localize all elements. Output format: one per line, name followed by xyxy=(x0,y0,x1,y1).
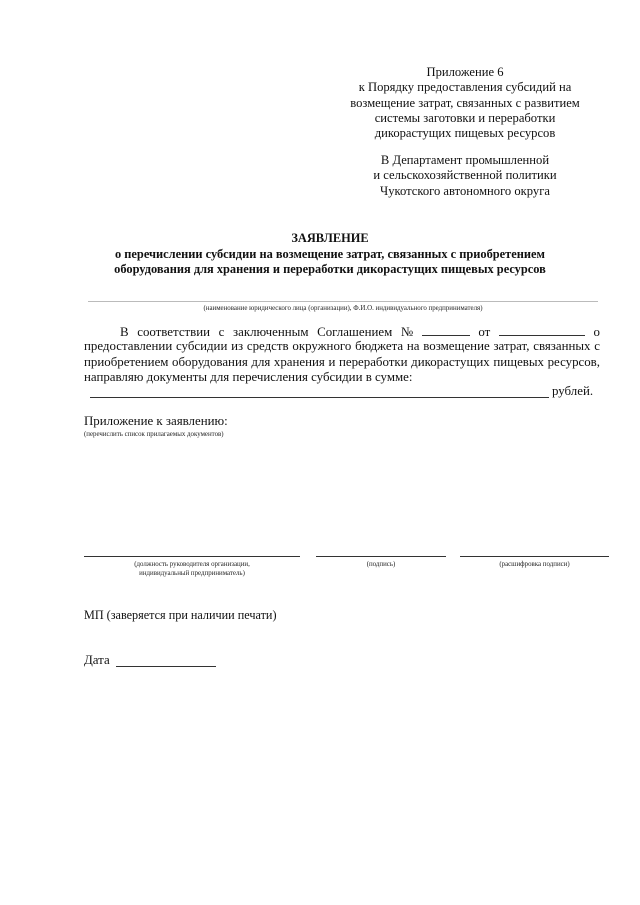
signature-decoding-line[interactable] xyxy=(460,556,609,557)
agreement-date-field[interactable] xyxy=(499,324,585,336)
stamp-note: МП (заверяется при наличии печати) xyxy=(84,608,277,622)
title-line: о перечислении субсидии на возмещение затрат, связанных с приобретением xyxy=(115,246,545,261)
signature-line[interactable] xyxy=(316,556,446,557)
addressee-block xyxy=(330,153,600,199)
position-caption xyxy=(84,560,300,578)
body-word: Соглашением xyxy=(317,325,393,339)
currency-label: рублей. xyxy=(552,384,594,398)
appendix-line: Приложение 6 xyxy=(426,65,504,79)
position-caption-line: (должность руководителя организации, xyxy=(134,561,250,568)
body-word: о xyxy=(593,325,600,339)
appendix-line: к Порядку предоставления субсидий на xyxy=(358,80,572,95)
date-field[interactable] xyxy=(116,666,216,667)
body-first-line xyxy=(84,324,600,340)
title-line: оборудования для хранения и переработки дикорастущих пищевых ресурсов xyxy=(114,262,546,277)
position-caption-line: индивидуальный предприниматель) xyxy=(139,570,245,577)
body-word: В xyxy=(120,325,129,339)
appendix-line: возмещение затрат, связанных с развитием xyxy=(350,95,580,110)
body-word: соответствии xyxy=(137,325,211,339)
amount-field[interactable] xyxy=(90,397,549,398)
appendix-reference xyxy=(330,65,600,141)
addressee-line: Чукотского автономного округа xyxy=(380,183,550,198)
applicant-caption: (наименование юридического лица (организации), Ф.И.О. индивидуального предпринимателя) xyxy=(203,305,483,312)
attachments-label: Приложение к заявлению: xyxy=(84,414,228,428)
agreement-number-sign: № xyxy=(400,325,414,339)
body-word: заключенным xyxy=(233,325,309,339)
addressee-line: В Департамент промышленной xyxy=(380,153,550,167)
attachments-caption: (перечислить список прилагаемых документов) xyxy=(84,431,224,438)
addressee-line: и сельскохозяйственной политики xyxy=(373,168,557,183)
date-label: Дата xyxy=(84,653,110,667)
appendix-line: системы заготовки и переработки xyxy=(374,110,556,125)
position-signature-line[interactable] xyxy=(84,556,300,557)
document-title xyxy=(60,231,600,278)
agreement-number-field[interactable] xyxy=(422,324,470,336)
body-word: с xyxy=(218,325,225,339)
title-heading: ЗАЯВЛЕНИЕ xyxy=(291,231,369,245)
body-paragraph: предоставлении субсидии из средств окружного бюджета на возмещение затрат, связанных с приобретением оборудования для хранения и переработки дикорастущих пищевых ресурсов, направляю документы для перечисления субсидии в сумме: xyxy=(84,339,600,384)
appendix-line: дикорастущих пищевых ресурсов xyxy=(374,126,556,141)
decoding-caption: (расшифровка подписи) xyxy=(499,561,570,568)
applicant-name-line[interactable] xyxy=(88,301,598,302)
body-word: от xyxy=(478,325,491,339)
signature-caption: (подпись) xyxy=(366,561,396,568)
